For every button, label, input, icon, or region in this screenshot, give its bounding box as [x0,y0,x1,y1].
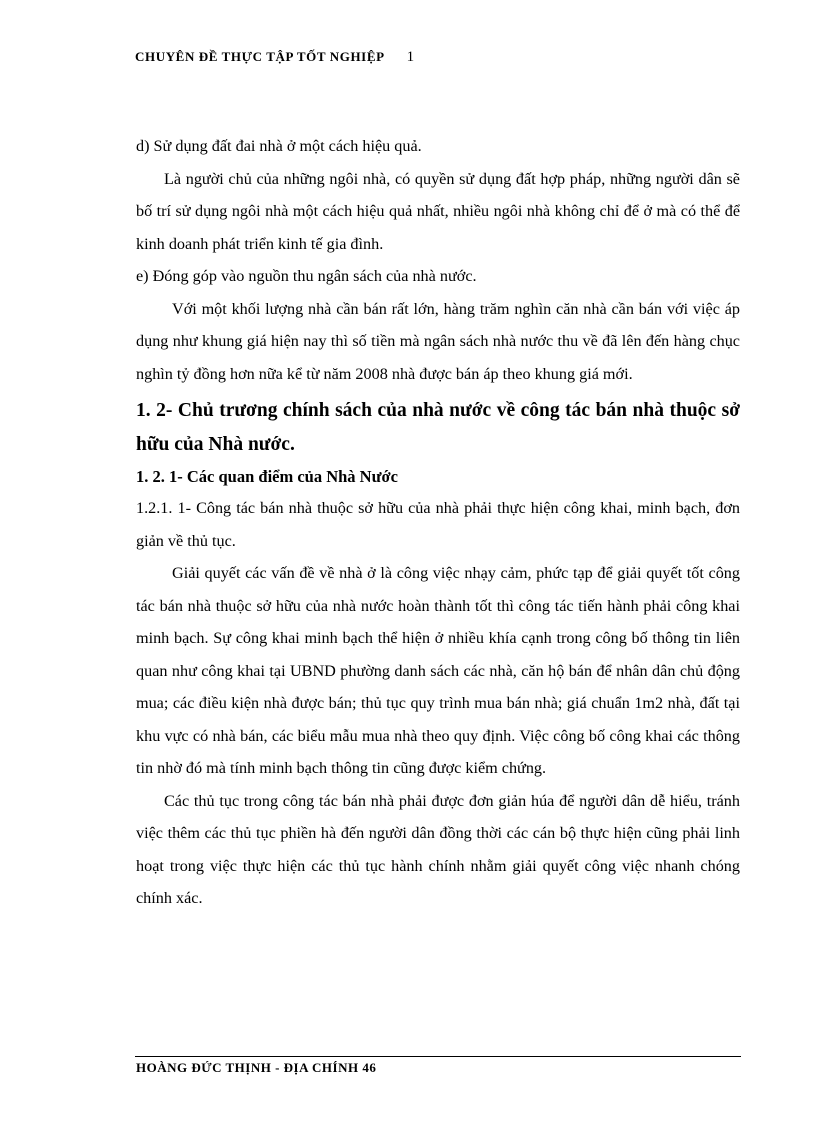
header-title: CHUYÊN ĐỀ THỰC TẬP TỐT NGHIỆP [135,49,385,64]
paragraph-d: d) Sử dụng đất đai nhà ở một cách hiệu quả. [136,137,422,155]
paragraph: Là người chủ của những ngôi nhà, có quyền sử dụng đất hợp pháp, những người dân sẽ bố trí sử dụng ngôi nhà một cách hiệu quả nhất, nhiều ngôi nhà không chỉ để ở mà có thể để kinh doanh phát triển kinh tế gia đình. [136,169,740,253]
paragraph-e: e) Đóng góp vào nguồn thu ngân sách của nhà nước. [136,267,477,285]
document-body [136,130,740,915]
page-number: 1 [406,49,415,65]
section-heading: 1. 2- Chủ trương chính sách của nhà nước về công tác bán nhà thuộc sở hữu của Nhà nước. [136,400,740,455]
paragraph: Các thủ tục trong công tác bán nhà phải được đơn giản húa để người dân dễ hiểu, tránh việc thêm các thủ tục phiền hà đến người dân đồng thời các cán bộ thực hiện cũng phải linh hoạt trong việc thực hiện các thủ tục hành chính nhằm giải quyết công việc nhanh chóng chính xác. [136,791,740,907]
page-footer: HOÀNG ĐỨC THỊNH - ĐỊA CHÍNH 46 [136,1060,377,1075]
paragraph: Giải quyết các vấn đề về nhà ở là công việc nhạy cảm, phức tạp để giải quyết tốt công tác bán nhà thuộc sở hữu của nhà nước hoàn thành tốt thì công tác tiến hành phải công khai minh bạch. Sự công khai minh bạch thể hiện ở nhiều khía cạnh trong công bố thông tin liên quan như công khai tại UBND phường danh sách các nhà, căn hộ bán để nhân dân chủ động mua; các điều kiện nhà được bán; thủ tục quy trình mua bán nhà; giá chuẩn 1m2 nhà, đất tại khu vực có nhà bán, các biểu mẫu mua nhà theo quy định. Việc công bố công khai các thông tin nhờ đó mà tính minh bạch thông tin cũng được kiểm chứng. [136,564,740,777]
paragraph: 1.2.1. 1- Công tác bán nhà thuộc sở hữu của nhà phải thực hiện công khai, minh bạch, đơn giản về thủ tục. [136,499,740,550]
subsection-heading: 1. 2. 1- Các quan điểm của Nhà Nước [136,467,398,486]
paragraph: Với một khối lượng nhà cần bán rất lớn, hàng trăm nghìn căn nhà cần bán với việc áp dụng như khung giá hiện nay thì số tiền mà ngân sách nhà nước thu về đã lên đến hàng chục nghìn tỷ đồng hơn nữa kể từ năm 2008 nhà được bán áp theo khung giá mới. [136,299,740,383]
page-header [135,49,415,66]
footer-divider [135,1056,741,1057]
